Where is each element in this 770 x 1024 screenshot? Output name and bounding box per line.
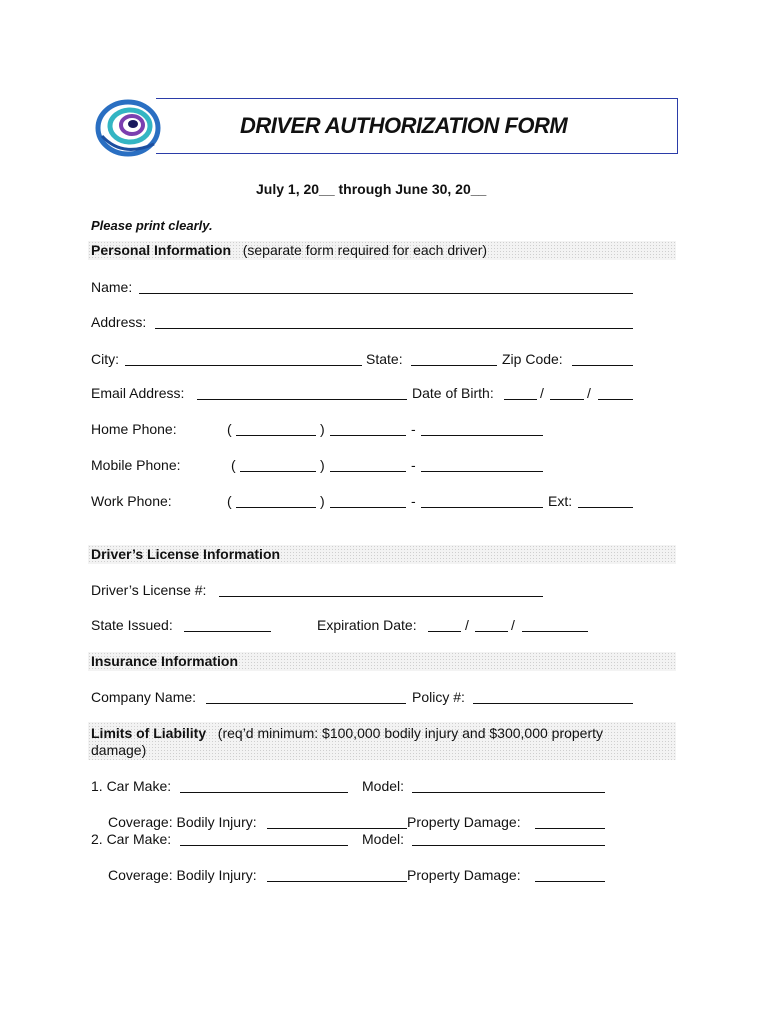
expiration-year-field[interactable] [522,631,588,632]
email-field[interactable] [197,399,407,400]
policy-label: Policy #: [412,689,465,705]
car2-property-label: Property Damage: [407,867,521,883]
name-field[interactable] [139,293,633,294]
car1-bodily-label: Coverage: Bodily Injury: [108,814,257,830]
address-label: Address: [91,314,147,330]
ext-field[interactable] [578,507,633,508]
car2-make-field[interactable] [180,845,348,846]
state-issued-field[interactable] [184,631,271,632]
liability-note-line1: (req’d minimum: $100,000 bodily injury and $300,000 property [217,725,604,741]
insurance-section-title: Insurance Information [91,653,239,669]
car2-bodily-label: Coverage: Bodily Injury: [108,867,257,883]
expiration-day-field[interactable] [475,631,508,632]
email-label: Email Address: [91,385,185,401]
home-number-field[interactable] [421,435,543,436]
mobile-number-field[interactable] [421,471,543,472]
car1-make-label: 1. Car Make: [91,778,172,794]
work-paren-close: ) [320,493,325,509]
home-phone-label: Home Phone: [91,421,177,437]
mobile-area-code-field[interactable] [240,471,316,472]
car2-bodily-field[interactable] [267,881,407,882]
car1-bodily-field[interactable] [267,828,407,829]
work-dash: - [411,493,416,509]
license-section-title: Driver’s License Information [91,546,281,562]
work-area-code-field[interactable] [236,507,316,508]
dob-year-field[interactable] [598,399,633,400]
home-paren-open: ( [227,421,232,437]
mobile-prefix-field[interactable] [330,471,406,472]
state-issued-label: State Issued: [91,617,173,633]
liability-note-line2: damage) [91,742,147,758]
ext-label: Ext: [548,493,573,509]
date-range: July 1, 20__ through June 30, 20__ [256,181,487,197]
dob-month-field[interactable] [504,399,537,400]
state-field[interactable] [411,365,497,366]
expiration-month-field[interactable] [428,631,461,632]
address-field[interactable] [155,328,633,329]
dob-slash-2: / [587,385,591,401]
car1-make-field[interactable] [180,792,348,793]
car1-property-label: Property Damage: [407,814,521,830]
print-instruction: Please print clearly. [91,218,213,233]
company-field[interactable] [206,703,406,704]
personal-section-note: (separate form required for each driver) [242,242,488,258]
mobile-paren-open: ( [231,457,236,473]
car1-property-field[interactable] [535,828,605,829]
expiration-label: Expiration Date: [317,617,417,633]
expiration-slash-2: / [511,617,515,633]
car2-property-field[interactable] [535,881,605,882]
zip-field[interactable] [572,365,633,366]
policy-field[interactable] [473,703,633,704]
work-phone-label: Work Phone: [91,493,172,509]
dob-day-field[interactable] [550,399,584,400]
car1-model-field[interactable] [412,792,605,793]
personal-section-heading [91,242,487,258]
car2-model-label: Model: [362,831,405,847]
liability-section-title: Limits of Liability [91,725,207,741]
car2-model-field[interactable] [412,845,605,846]
form-title: DRIVER AUTHORIZATION FORM [240,113,568,138]
work-number-field[interactable] [421,507,543,508]
state-label: State: [366,351,403,367]
home-dash: - [411,421,416,437]
dob-label: Date of Birth: [412,385,494,401]
city-label: City: [91,351,119,367]
home-prefix-field[interactable] [330,435,406,436]
work-prefix-field[interactable] [330,507,406,508]
mobile-paren-close: ) [320,457,325,473]
expiration-slash-1: / [465,617,469,633]
car1-model-label: Model: [362,778,405,794]
liability-section-heading [91,725,603,741]
mobile-phone-label: Mobile Phone: [91,457,181,473]
city-field[interactable] [125,365,362,366]
dob-slash-1: / [540,385,544,401]
car2-make-label: 2. Car Make: [91,831,172,847]
home-area-code-field[interactable] [236,435,316,436]
license-number-field[interactable] [219,596,543,597]
personal-section-title: Personal Information [91,242,232,258]
work-paren-open: ( [227,493,232,509]
zip-label: Zip Code: [502,351,563,367]
company-label: Company Name: [91,689,197,705]
name-label: Name: [91,279,133,295]
mobile-dash: - [411,457,416,473]
home-paren-close: ) [320,421,325,437]
license-number-label: Driver’s License #: [91,582,207,598]
